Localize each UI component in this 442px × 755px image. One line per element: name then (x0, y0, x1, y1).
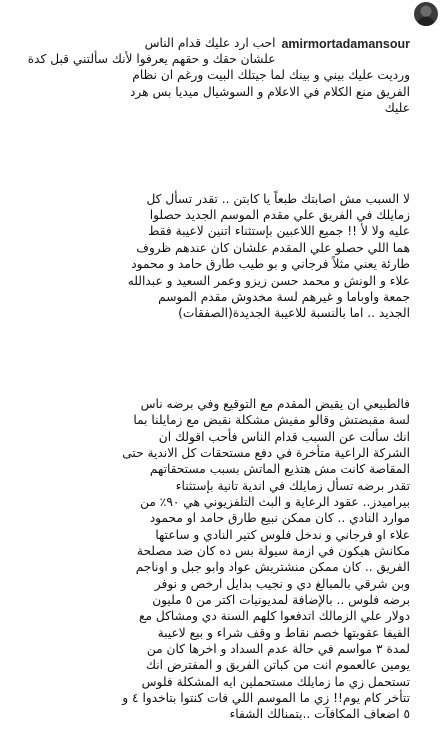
comment-body (3, 2, 410, 755)
comment-paragraph-1-text: احب ارد عليك قدام الناس علشان حقك و حقهم يعرفوا لأنك سألتني قبل كدة ورديت عليك بيني و بينك لما جيتلك البيت ورغم ان نظام الفريق منع الكلام في الاعلام و السوشيال ميديا بس هرد عليك (27, 35, 410, 116)
comment-paragraph-2: لا السبب مش اصابتك طبعاً يا كابتن .. تقدر تسأل كل زمايلك في الفريق علي مقدم الموسم الجديد حصلوا عليه ولا لأ !! جميع اللاعبين بإستثناء اتنين لاعيبة فقط هما اللي حصلو علي المقدم علشان كان عندهم ظروف طارئة يعني مثلاً فرجاني و بو طيب طارق حامد و محمود علاء و الونش و محمد حسن زيزو وعمر السعيد و عبدالله جمعة واوباما و غيرهم لسة مخدوش مقدم الموسم الجديد .. اما بالنسبة للاعيبة الجديدة(الصفقات) (127, 191, 410, 321)
profile-avatar-icon[interactable] (414, 2, 438, 26)
comment-paragraph-1 (3, 35, 410, 117)
username-link[interactable]: amirmortadamansour (281, 36, 410, 51)
comment-paragraph-3: فالطبيعي ان يقبض المقدم مع التوقيع وفي برضه ناس لسة مقبضتش وقالو مفيش مشكلة نقبض مع زمايلنا بما انك سألت عن السبب قدام الناس فأحب اقولك ان الشركة الراعية متأخرة في دفع مستحقات كل الاندية حتى المقاصة كانت مش هتذيع الماتش بسبب مستحقاتهم تقدر برضه تسأل زمايلك في اندية تانية بإستثناء بيراميدز.. عقود الرعاية و البث التلفزيوني هي ٩٠٪ من موارد النادي .. كان ممكن نبيع طارق حامد او محمود علاء او فرجاني و ندخل فلوس كتير النادي و ساعتها مكانش هيكون في ازمة سيولة بس ده كان ضد مصلحة الفريق .. كان ممكن منشتريش عواد وابو جبل و اوناجم وبن شرقي بالمبالغ دي و نجيب بدايل ارخص و نوفر برضه فلوس .. بالإضافة لمديونيات اكتر من ٥ مليون دولار علي الزمالك اتدفعوا كلهم السنة دي ومشاكل مع الفيفا عقوبتها خصم نقاط و وقف شراء و بيع لاعيبة لمدة ٣ مواسم في حالة عدم السداد و اخرها كان من يومين عالعموم انت من كباتن الفريق و المفترض انك تستحمل زي ما زمايلك مستحملين ايه المشكلة فلوس تتأخر كام يوم!! زي ما الموسم اللي فات كنتوا بتاخدوا ٤ و ٥ اضعاف المكافآت ..بتمنالك الشفاء (122, 396, 410, 722)
